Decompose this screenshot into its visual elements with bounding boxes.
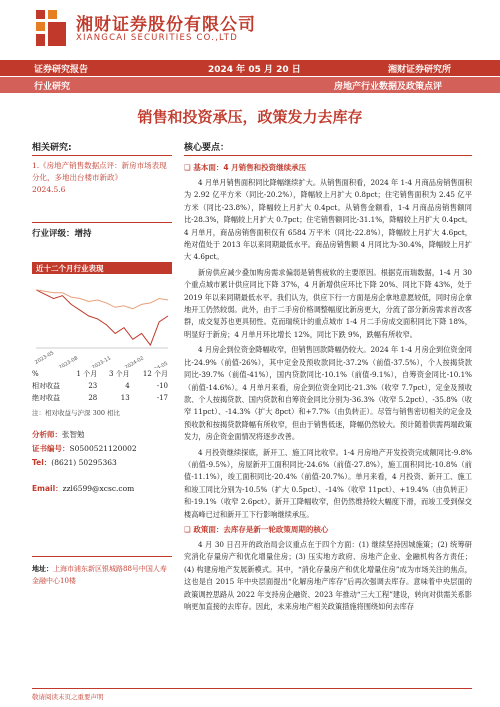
key-points — [184, 140, 472, 616]
perf-cell: 13 — [120, 394, 130, 402]
section-title: 政策面：去库存是新一轮政策周期的核心 — [193, 524, 329, 534]
paragraph: 4 月单月销售面积同比降幅继续扩大。从销售面积看，2024 年 1-4 月商品房销售面积为 2.92 亿平方米（同比-20.2%），降幅较上月扩大 0.8pct；住宅销售面积为 2.45 亿平方米（同比-23.8%），降幅较上月扩大 0.4pct。从销售金额看，1-4 月商品房销售额同比-28.3%，降幅较上月扩大 0.7pct；住宅销售额同比-31.1%，降幅较上月扩大 0.4pct。4 月单月，商品房销售面积仅有 6584 万平米（同比-22.8%），降幅较上月扩大 4.6pct，绝对值处于 2013 年以来同期最低水平。商品房销售额 4 月同比为-30.4%，降幅较上月扩大 4.6pct。 — [184, 178, 472, 262]
related-research-item[interactable]: 1.《房地产销售数据点评：新房市场表现分化，多地出台楼市新政》 — [32, 161, 167, 182]
bullet-icon: ❑ — [184, 163, 194, 172]
report-header — [0, 0, 500, 58]
perf-cell: -10 — [156, 382, 168, 390]
x-tick-label: 2023-11 — [90, 355, 113, 368]
perf-row — [32, 380, 172, 392]
perf-header-row — [32, 368, 172, 380]
company-name-en: XIANGCAI SECURITIES CO.,LTD — [76, 33, 238, 43]
section-title: 基本面：4 月销售和投资继续承压 — [193, 163, 307, 172]
x-tick-label: 2024-02 — [123, 355, 146, 368]
paragraph: 新房供应减少叠加购房需求偏弱是销售疲软的主要原因。根据克而瑞数据，1-4 月 30 个重点城市累计供应同比下降 37%，4 月新增供应环比下降 20%、同比下降 43%，处于 2019 年以来同期最低水平。我们认为，供应下行一方面是房企拿地意愿较低，同时房企拿地开工仍然较弱。此外，由于二手房价格调整幅度比新房更大，分流了部分新房需求首改客群，成交复苏也更具韧性。克而瑞统计的重点城市 1-4 月二手房成交面积同比下降 18%，明显好于新房；4 月单月环比增长 12%，同比下跌 9%，跌幅有所收窄。 — [184, 267, 472, 339]
series-line-1 — [36, 290, 168, 309]
perf-header-cell: % — [32, 370, 39, 378]
bullet-icon: ❑ — [184, 524, 194, 534]
section-heading — [184, 162, 472, 173]
report-title: 销售和投资承压，政策发力去库存 — [137, 108, 363, 126]
perf-cell: 28 — [88, 394, 98, 402]
address-label: 地址： — [32, 564, 53, 573]
related-research-date: 2024.5.6 — [32, 185, 66, 194]
perf-row — [32, 392, 172, 404]
series-line-0 — [36, 290, 168, 345]
rating-label: 行业评级：增持 — [32, 222, 172, 239]
report-subcategory: 房地产行业数据及政策点评 — [334, 82, 443, 92]
cert-row — [32, 442, 172, 456]
institute-name: 湘财证券研究所 — [388, 65, 452, 75]
email-label: Email： — [32, 484, 63, 493]
report-category: 行业研究 — [34, 82, 71, 92]
industry-rating — [32, 222, 172, 239]
footer-disclaimer: 敬请阅读末页之重要声明 — [32, 688, 472, 701]
report-info-band — [0, 60, 500, 76]
address-block — [32, 556, 172, 587]
performance-table — [32, 368, 172, 417]
address-text: 上海市浦东新区银城路88号中国人寿金融中心10楼 — [32, 565, 167, 585]
cert-number: S0500521120002 — [69, 444, 137, 453]
report-category-band — [0, 77, 500, 93]
perf-cell: 4 — [125, 382, 130, 390]
x-tick-label — [148, 361, 169, 368]
report-date: 2024 年 05 月 20 日 — [208, 65, 301, 75]
perf-header-cell: 1 个月 — [76, 370, 98, 378]
tel-label: Tel： — [32, 458, 52, 467]
address-row — [32, 556, 172, 587]
related-research-heading: 相关研究: — [32, 140, 172, 156]
report-type: 证券研究报告 — [34, 65, 89, 75]
related-research — [32, 140, 172, 196]
perf-cell: -17 — [156, 394, 168, 402]
section-heading — [184, 524, 472, 535]
tel-row — [32, 456, 172, 470]
performance-chart — [32, 278, 172, 368]
perf-note: 注：相对收益与沪深 300 相比 — [32, 409, 121, 417]
email-address[interactable]: zzl6599@xcsc.com — [62, 484, 135, 493]
company-name-cn: 湘财证券股份有限公司 — [76, 15, 256, 35]
chart-title: 近十二个月行业表现 — [32, 262, 172, 274]
key-points-heading: 核心要点： — [184, 140, 472, 156]
perf-cell: 23 — [88, 382, 98, 390]
paragraph: 4 月投资继续探底，新开工、施工同比收窄。1-4 月房地产开发投资完成额同比-9.8%（前值-9.5%），房屋新开工面积同比-24.6%（前值-27.8%），施工面积同比-10.8%（前值-11.1%），竣工面积同比-20.4%（前值-20.7%）。单月来看，4 月投资、新开工、施工和竣工同比分别为-10.5%（扩大 0.5pct）、-14%（收窄 11pct）、+19.4%（由负转正）和-19.1%（收窄 2.6pct）。新开工降幅收窄，但仍然维持较大幅度下滑，而竣工受到保交楼高峰已过和新开工下行影响继续承压。 — [184, 447, 472, 519]
tel-number: (8621) 50295363 — [51, 458, 117, 467]
cert-label: 证书编号： — [32, 444, 70, 453]
performance-chart-svg — [32, 278, 172, 368]
paragraph: 4 月 30 日召开的政治局会议重点在于四个方面：(1) 继续坚持因城施策；(2) 统筹研究消化存量房产和优化增量住房；(3) 压实地方政府、房地产企业、金融机构各方责任；(4) 构建房地产发展新模式。其中，“消化存量房产和优化增量住房”成为市场关注的焦点，这也是自 2015 年中央层面提出“化解房地产库存”后再次强调去库存。意味着中央层面的政策调控思路从 2022 年支持房企融资、2023 年推动“三大工程”建设，转向对供需关系影响更加直接的去库存。因此，未来房地产相关政策措施将围绕如何去库存 — [184, 539, 472, 611]
perf-header-cell: 12 个月 — [142, 370, 168, 378]
analyst-row — [32, 428, 172, 442]
analyst-info — [32, 428, 172, 496]
analyst-label: 分析师： — [32, 430, 62, 439]
email-row — [32, 482, 172, 496]
perf-row-label: 绝对收益 — [32, 394, 60, 402]
paragraph: 4 月房企到位资金降幅收窄，但销售回款降幅仍较大。2024 年 1-4 月房企到位资金同比-24.9%（前值-26%），其中定金及预收款同比-37.2%（前值-37.5%），个人按揭贷款同比-39.7%（前值-41%），国内贷款同比-10.1%（前值-9.1%），自筹资金同比-10.1%（前值-14.6%）。4 月单月来看，房企到位资金同比-21.3%（收窄 7.7pct），定金及预收款、个人按揭贷款、国内贷款和自筹资金同比分别为-36.3%（收窄 5.2pct）、-35.8%（收窄 11pct）、-14.3%（扩大 8pct）和+7.7%（由负转正）。尽管与销售密切相关的定金及预收款和按揭贷款降幅有所收窄，但由于销售低迷，降幅仍然较大。预计随着供需两端政策发力，房企资金面情况将逐步改善。 — [184, 345, 472, 442]
perf-header-cell: 3 个月 — [108, 370, 130, 378]
company-logo-icon — [34, 8, 70, 48]
x-tick-label: 2023-05 — [34, 350, 56, 366]
perf-row-label: 相对收益 — [32, 382, 60, 390]
analyst-name: 张智勉 — [62, 430, 85, 439]
x-tick-label: 2023-08 — [57, 355, 80, 368]
